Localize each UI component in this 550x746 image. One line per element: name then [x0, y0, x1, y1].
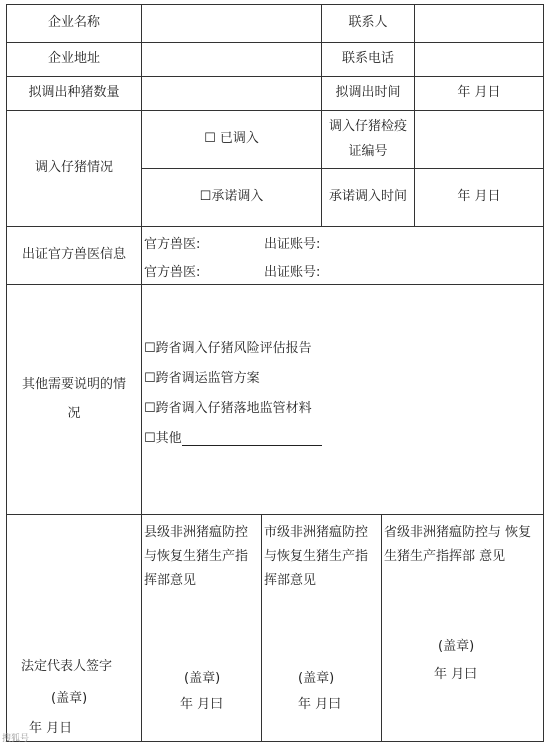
- city-opinion-title: 市级非洲猪瘟防控与恢复生猪生产指挥部意见: [264, 525, 369, 588]
- already-transferred-checkbox[interactable]: ☐ 已调入: [142, 111, 322, 169]
- legal-rep-signature-label: 法定代表人签字: [21, 659, 113, 674]
- breeding-pig-quantity-label: 拟调出种猪数量: [7, 77, 142, 111]
- other-checkbox-label: ☐其他: [144, 431, 182, 446]
- cert-account-label-1: 出证账号:: [264, 237, 321, 252]
- other-notes-text: 其他需要说明的情况: [21, 376, 126, 421]
- county-date: 年 月曰: [180, 697, 224, 712]
- phone-field[interactable]: [415, 43, 543, 77]
- province-opinion-cell: [382, 515, 543, 741]
- promised-transfer-time-label: [322, 169, 415, 227]
- promised-transfer-date[interactable]: 年 月日: [415, 169, 543, 227]
- contact-field[interactable]: [415, 5, 543, 43]
- piglet-status-label: 调入仔猪情况: [7, 111, 142, 227]
- promised-transfer-time-text: 承诺调入时间: [328, 189, 407, 205]
- county-stamp: (盖章): [184, 671, 221, 686]
- other-fill-line[interactable]: [182, 431, 322, 446]
- breeding-pig-quantity-field[interactable]: [142, 77, 322, 111]
- cert-account-label-2: 出证账号:: [264, 265, 321, 280]
- province-opinion-title: 省级非洲猪瘟防控与 恢复生猪生产指挥部 意见: [384, 525, 532, 564]
- supervision-plan-checkbox[interactable]: ☐跨省调运监管方案: [144, 371, 260, 386]
- company-name-field[interactable]: [142, 5, 322, 43]
- landing-supervision-checkbox[interactable]: ☐跨省调入仔猪落地监管材料: [144, 401, 312, 416]
- county-opinion-cell: [142, 515, 262, 741]
- county-opinion-title: 县级非洲猪瘟防控与恢复生猪生产指挥部意见: [144, 525, 249, 588]
- out-time-label: 拟调出时间: [322, 77, 415, 111]
- province-date: 年 月曰: [434, 667, 478, 682]
- official-vet-label-2: 官方兽医:: [144, 265, 201, 280]
- official-vet-info-area: [142, 227, 543, 285]
- quarantine-cert-number-field[interactable]: [415, 111, 543, 169]
- risk-assessment-checkbox[interactable]: ☐跨省调入仔猪风险评估报告: [144, 341, 312, 356]
- contact-label: 联系人: [322, 5, 415, 43]
- application-form: [6, 4, 544, 742]
- legal-rep-date: 年 月日: [29, 721, 73, 736]
- legal-rep-signature-cell: [7, 515, 142, 741]
- official-vet-info-label: 出证官方兽医信息: [7, 227, 142, 285]
- out-time-value[interactable]: 年 月日: [415, 77, 543, 111]
- official-vet-label-1: 官方兽医:: [144, 237, 201, 252]
- quarantine-cert-number-label: [322, 111, 415, 169]
- other-notes-label: [7, 285, 142, 515]
- company-address-label: 企业地址: [7, 43, 142, 77]
- promised-transfer-checkbox[interactable]: ☐承诺调入: [142, 169, 322, 227]
- legal-rep-seal: (盖章): [51, 691, 88, 706]
- quarantine-cert-number-text: 调入仔猪检疫证编号: [328, 118, 407, 159]
- other-checkbox[interactable]: [144, 427, 322, 446]
- company-name-label: 企业名称: [7, 5, 142, 43]
- company-address-field[interactable]: [142, 43, 322, 77]
- city-stamp: (盖章): [298, 671, 335, 686]
- province-stamp: (盖章): [438, 639, 475, 654]
- city-date: 年 月曰: [298, 697, 342, 712]
- watermark: 搜狐号: [2, 734, 30, 744]
- city-opinion-cell: [262, 515, 382, 741]
- phone-label: 联系电话: [322, 43, 415, 77]
- other-notes-area: [142, 285, 543, 515]
